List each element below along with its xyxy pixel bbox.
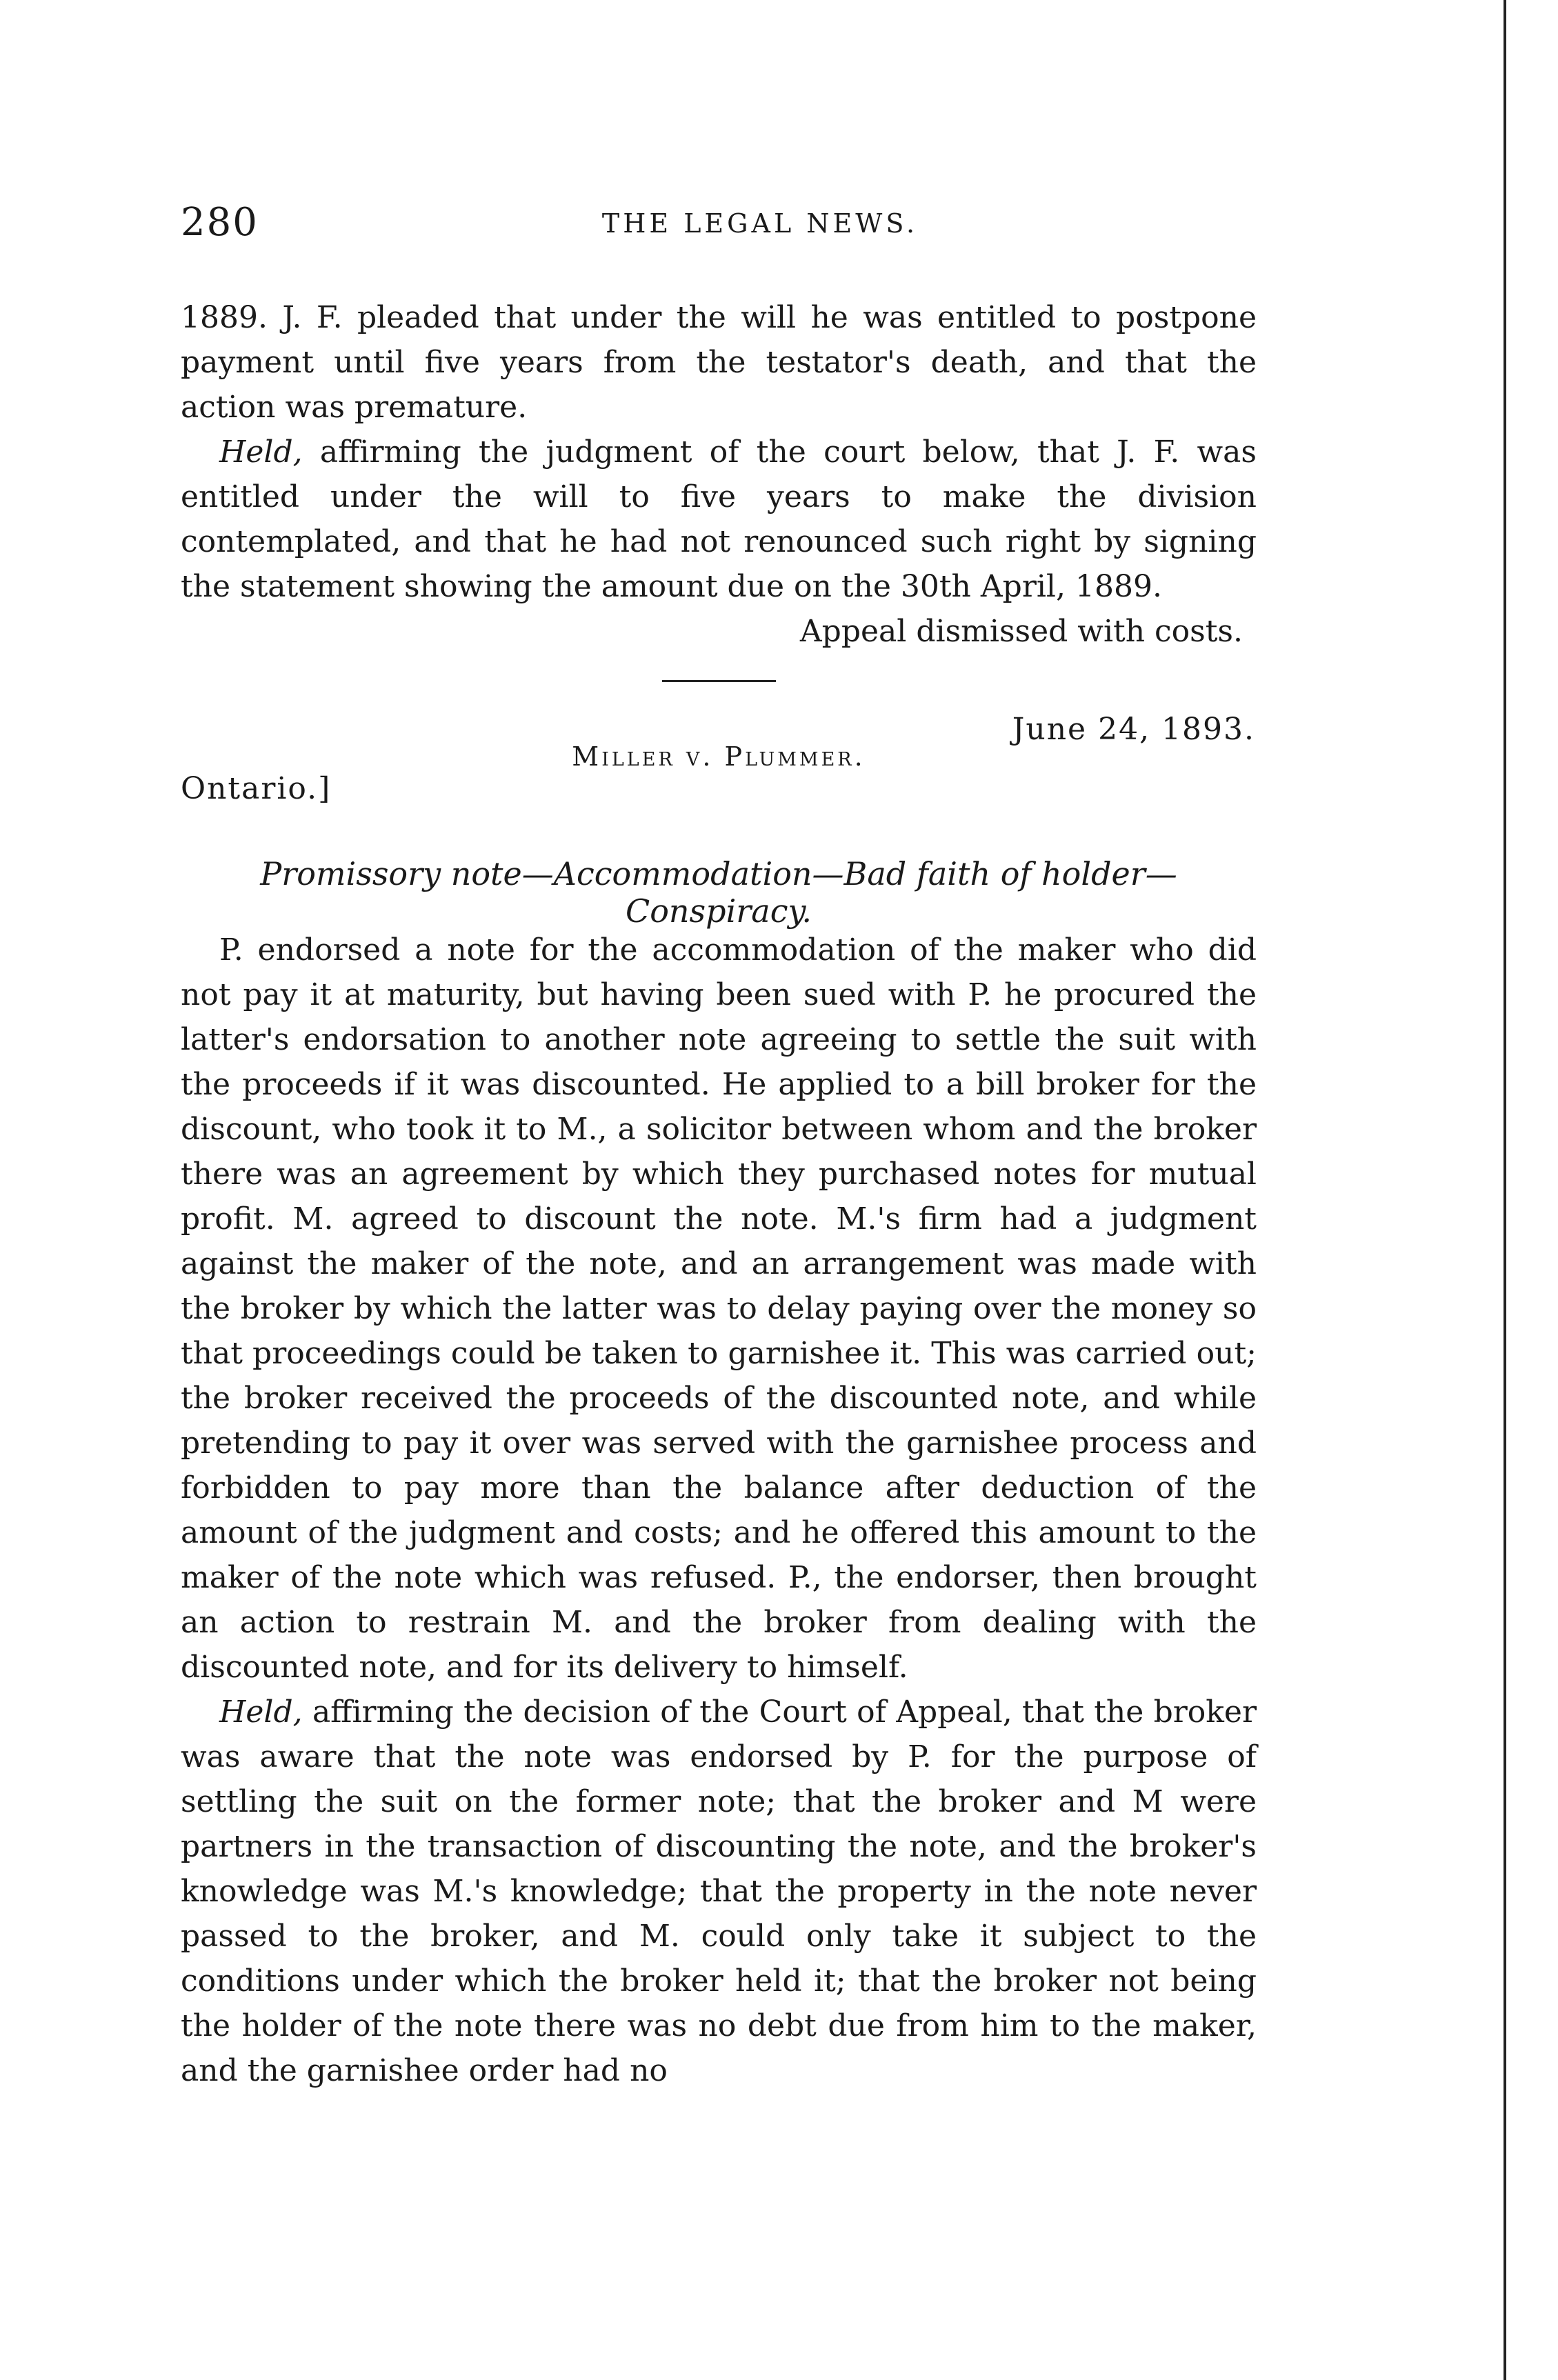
section-divider — [662, 680, 776, 682]
paragraph-pleading: 1889. J. F. pleaded that under the will he was entitled to postpone payment until five years from the testator's death, and that the action was premature. — [181, 300, 1257, 425]
case-title: Miller v. Plummer. — [572, 741, 866, 772]
held-text-2: affirming the decision of the Court of Appeal, that the broker was aware that the note was endorsed by P. for the purpose of settling the suit on the former note; that the broker and M were partners in the transaction of discounting the note, and the broker's knowledge was M.'s knowledge; that the property in the note never passed to the broker, and M. could only take it subject to the conditions under which the broker held it; that the broker not being the holder of the note there was no debt due from him to the maker, and the garnishee order had no — [181, 1694, 1257, 2088]
case-subject: Promissory note—Accommodation—Bad faith of holder—Conspiracy. — [260, 855, 1177, 930]
case-date: June 24, 1893. — [1012, 712, 1255, 747]
running-head: THE LEGAL NEWS. — [601, 208, 919, 239]
page-number: 280 — [181, 200, 259, 245]
paragraph-held — [181, 430, 1257, 609]
disposition: Appeal dismissed with costs. — [799, 614, 1243, 649]
paragraph-facts: P. endorsed a note for the accommodation of the maker who did not pay it at maturity, but having been sued with P. he procured the latter's endorsation to another note agreeing to settle the suit with the proceeds if it was discounted. He applied to a bill broker for the discount, who took it to M., a solicitor between whom and the broker there was an agreement by which they purchased notes for mutual profit. M. agreed to discount the note. M.'s firm had a judgment against the maker of the note, and an arrangement was made with the broker by which the latter was to delay paying over the money so that proceedings could be taken to garnishee it. This was carried out; the broker received the proceeds of the discounted note, and while pretending to pay it over was served with the garnishee process and forbidden to pay more than the balance after deduction of the amount of the judgment and costs; and he offered this amount to the maker of the note which was refused. P., the endorser, then brought an action to restrain M. and the broker from dealing with the discounted note, and for its delivery to himself. — [181, 932, 1257, 1685]
held-label: Held, — [219, 434, 303, 470]
paragraph-held-2 — [181, 1690, 1257, 2093]
court-name: Ontario.] — [181, 771, 332, 806]
held-label-2: Held, — [219, 1694, 303, 1730]
held-text: affirming the judgment of the court below, that J. F. was entitled under the will to five years to make the division contemplated, and that he had not renounced such right by signing the statement showing the amount due on the 30th April, 1889. — [181, 434, 1257, 604]
section-miller-v-plummer — [181, 928, 1257, 2093]
margin-rule — [1504, 0, 1506, 2380]
section-previous-case — [181, 295, 1257, 654]
page-header — [181, 200, 1257, 262]
